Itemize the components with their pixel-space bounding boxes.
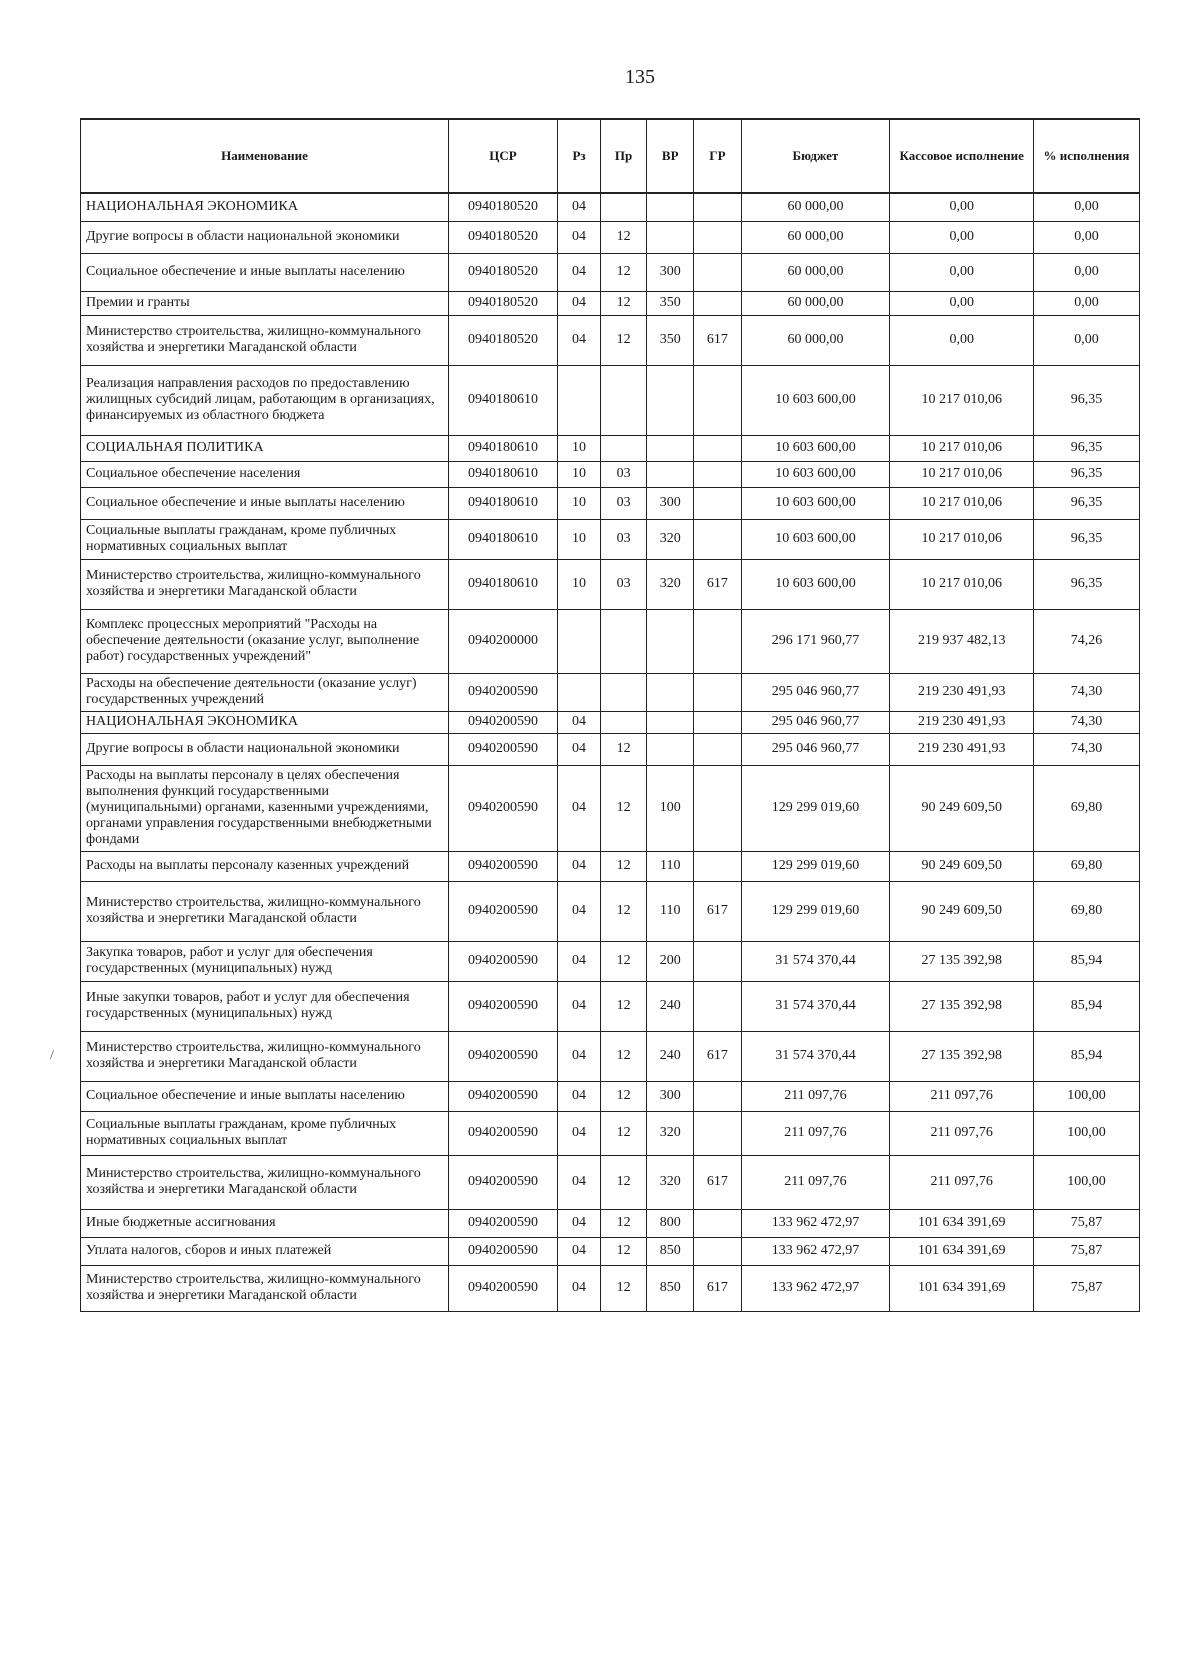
row-pr-cell <box>601 609 647 673</box>
row-execution-percent-cell: 85,94 <box>1034 1031 1140 1081</box>
row-cash-execution-cell: 90 249 609,50 <box>890 881 1034 941</box>
row-vr-cell <box>647 365 694 435</box>
row-budget-cell: 10 603 600,00 <box>741 519 890 559</box>
header-execution-percent: % исполнения <box>1034 119 1140 193</box>
row-name-cell: НАЦИОНАЛЬНАЯ ЭКОНОМИКА <box>81 711 449 733</box>
header-name: Наименование <box>81 119 449 193</box>
row-csr-cell: 0940200590 <box>449 1031 558 1081</box>
row-gr-cell: 617 <box>694 881 741 941</box>
row-rz-cell: 04 <box>558 1031 601 1081</box>
row-rz-cell: 04 <box>558 733 601 765</box>
row-pr-cell: 12 <box>601 941 647 981</box>
row-vr-cell: 300 <box>647 253 694 291</box>
row-rz-cell <box>558 673 601 711</box>
row-csr-cell: 0940180520 <box>449 193 558 221</box>
row-pr-cell: 12 <box>601 881 647 941</box>
row-execution-percent-cell: 69,80 <box>1034 881 1140 941</box>
row-csr-cell: 0940180610 <box>449 435 558 461</box>
table-row <box>81 435 1140 461</box>
row-rz-cell: 04 <box>558 765 601 851</box>
row-gr-cell <box>694 1209 741 1237</box>
row-name-cell: Комплекс процессных мероприятий "Расходы на обеспечение деятельности (оказание услуг, выполнение работ) государственных учреждений" <box>81 609 449 673</box>
row-csr-cell: 0940200590 <box>449 941 558 981</box>
row-rz-cell: 04 <box>558 1237 601 1265</box>
row-vr-cell: 850 <box>647 1237 694 1265</box>
row-execution-percent-cell: 74,30 <box>1034 711 1140 733</box>
row-pr-cell: 12 <box>601 1209 647 1237</box>
row-name-cell: Расходы на выплаты персоналу казенных учреждений <box>81 851 449 881</box>
row-vr-cell <box>647 193 694 221</box>
row-pr-cell: 12 <box>601 1155 647 1209</box>
row-execution-percent-cell: 96,35 <box>1034 559 1140 609</box>
table-row <box>81 365 1140 435</box>
table-row <box>81 711 1140 733</box>
row-vr-cell <box>647 733 694 765</box>
row-budget-cell: 211 097,76 <box>741 1081 890 1111</box>
row-rz-cell: 10 <box>558 559 601 609</box>
row-vr-cell: 110 <box>647 881 694 941</box>
table-row <box>81 941 1140 981</box>
row-vr-cell: 200 <box>647 941 694 981</box>
row-cash-execution-cell: 219 230 491,93 <box>890 733 1034 765</box>
row-cash-execution-cell: 211 097,76 <box>890 1111 1034 1155</box>
row-execution-percent-cell: 75,87 <box>1034 1265 1140 1311</box>
table-row <box>81 1031 1140 1081</box>
row-gr-cell <box>694 711 741 733</box>
scan-mark: / <box>50 1048 54 1063</box>
row-budget-cell: 10 603 600,00 <box>741 461 890 487</box>
row-csr-cell: 0940200590 <box>449 881 558 941</box>
row-execution-percent-cell: 96,35 <box>1034 365 1140 435</box>
header-vr: ВР <box>647 119 694 193</box>
row-gr-cell <box>694 193 741 221</box>
row-vr-cell: 320 <box>647 559 694 609</box>
row-execution-percent-cell: 75,87 <box>1034 1209 1140 1237</box>
row-pr-cell: 12 <box>601 1237 647 1265</box>
row-vr-cell: 800 <box>647 1209 694 1237</box>
row-csr-cell: 0940200590 <box>449 673 558 711</box>
row-execution-percent-cell: 0,00 <box>1034 193 1140 221</box>
row-budget-cell: 133 962 472,97 <box>741 1265 890 1311</box>
row-name-cell: Министерство строительства, жилищно-коммунального хозяйства и энергетики Магаданской области <box>81 315 449 365</box>
row-vr-cell <box>647 461 694 487</box>
row-cash-execution-cell: 0,00 <box>890 193 1034 221</box>
table-row <box>81 733 1140 765</box>
row-name-cell: Министерство строительства, жилищно-коммунального хозяйства и энергетики Магаданской области <box>81 1265 449 1311</box>
row-cash-execution-cell: 219 230 491,93 <box>890 711 1034 733</box>
row-budget-cell: 10 603 600,00 <box>741 559 890 609</box>
row-budget-cell: 129 299 019,60 <box>741 851 890 881</box>
row-cash-execution-cell: 90 249 609,50 <box>890 851 1034 881</box>
row-gr-cell <box>694 851 741 881</box>
row-vr-cell: 350 <box>647 291 694 315</box>
row-gr-cell <box>694 609 741 673</box>
row-budget-cell: 60 000,00 <box>741 315 890 365</box>
row-cash-execution-cell: 27 135 392,98 <box>890 981 1034 1031</box>
row-budget-cell: 295 046 960,77 <box>741 733 890 765</box>
row-gr-cell <box>694 1081 741 1111</box>
row-execution-percent-cell: 0,00 <box>1034 221 1140 253</box>
row-csr-cell: 0940180520 <box>449 253 558 291</box>
row-gr-cell <box>694 733 741 765</box>
row-budget-cell: 10 603 600,00 <box>741 365 890 435</box>
row-gr-cell <box>694 461 741 487</box>
row-rz-cell: 04 <box>558 1265 601 1311</box>
table-row <box>81 673 1140 711</box>
row-execution-percent-cell: 75,87 <box>1034 1237 1140 1265</box>
row-execution-percent-cell: 100,00 <box>1034 1081 1140 1111</box>
row-rz-cell: 04 <box>558 851 601 881</box>
row-name-cell: СОЦИАЛЬНАЯ ПОЛИТИКА <box>81 435 449 461</box>
row-budget-cell: 60 000,00 <box>741 253 890 291</box>
row-budget-cell: 31 574 370,44 <box>741 941 890 981</box>
row-vr-cell <box>647 609 694 673</box>
row-pr-cell <box>601 673 647 711</box>
row-gr-cell <box>694 487 741 519</box>
row-vr-cell: 300 <box>647 1081 694 1111</box>
row-gr-cell <box>694 981 741 1031</box>
row-gr-cell <box>694 365 741 435</box>
row-cash-execution-cell: 0,00 <box>890 291 1034 315</box>
table-row <box>81 291 1140 315</box>
row-pr-cell: 03 <box>601 487 647 519</box>
row-execution-percent-cell: 69,80 <box>1034 851 1140 881</box>
row-vr-cell <box>647 711 694 733</box>
row-csr-cell: 0940200590 <box>449 1155 558 1209</box>
row-rz-cell: 04 <box>558 1155 601 1209</box>
row-vr-cell: 300 <box>647 487 694 519</box>
row-name-cell: Социальное обеспечение и иные выплаты населению <box>81 1081 449 1111</box>
table-row <box>81 765 1140 851</box>
row-budget-cell: 60 000,00 <box>741 193 890 221</box>
row-csr-cell: 0940200590 <box>449 1081 558 1111</box>
row-gr-cell <box>694 673 741 711</box>
row-rz-cell: 10 <box>558 435 601 461</box>
row-cash-execution-cell: 27 135 392,98 <box>890 1031 1034 1081</box>
row-vr-cell: 850 <box>647 1265 694 1311</box>
table-row <box>81 1209 1140 1237</box>
row-gr-cell: 617 <box>694 1155 741 1209</box>
row-cash-execution-cell: 101 634 391,69 <box>890 1209 1034 1237</box>
page-number: 135 <box>625 66 655 88</box>
row-rz-cell <box>558 365 601 435</box>
row-name-cell: Закупка товаров, работ и услуг для обеспечения государственных (муниципальных) нужд <box>81 941 449 981</box>
table-row <box>81 851 1140 881</box>
row-execution-percent-cell: 69,80 <box>1034 765 1140 851</box>
row-budget-cell: 60 000,00 <box>741 221 890 253</box>
row-pr-cell: 12 <box>601 253 647 291</box>
row-gr-cell <box>694 435 741 461</box>
header-cash-execution: Кассовое исполнение <box>890 119 1034 193</box>
row-csr-cell: 0940180520 <box>449 291 558 315</box>
table-row <box>81 315 1140 365</box>
row-pr-cell: 12 <box>601 981 647 1031</box>
row-cash-execution-cell: 10 217 010,06 <box>890 559 1034 609</box>
row-execution-percent-cell: 96,35 <box>1034 487 1140 519</box>
row-execution-percent-cell: 85,94 <box>1034 941 1140 981</box>
row-rz-cell: 04 <box>558 193 601 221</box>
row-execution-percent-cell: 74,30 <box>1034 733 1140 765</box>
row-name-cell: Министерство строительства, жилищно-коммунального хозяйства и энергетики Магаданской области <box>81 559 449 609</box>
row-name-cell: Министерство строительства, жилищно-коммунального хозяйства и энергетики Магаданской области <box>81 1031 449 1081</box>
row-name-cell: Расходы на обеспечение деятельности (оказание услуг) государственных учреждений <box>81 673 449 711</box>
header-csr: ЦСР <box>449 119 558 193</box>
row-budget-cell: 295 046 960,77 <box>741 673 890 711</box>
row-csr-cell: 0940200590 <box>449 733 558 765</box>
row-csr-cell: 0940200590 <box>449 981 558 1031</box>
row-budget-cell: 129 299 019,60 <box>741 881 890 941</box>
row-pr-cell: 03 <box>601 519 647 559</box>
table-row <box>81 609 1140 673</box>
header-rz: Рз <box>558 119 601 193</box>
row-gr-cell: 617 <box>694 1031 741 1081</box>
row-execution-percent-cell: 96,35 <box>1034 435 1140 461</box>
header-gr: ГР <box>694 119 741 193</box>
row-gr-cell: 617 <box>694 559 741 609</box>
row-cash-execution-cell: 0,00 <box>890 253 1034 291</box>
row-rz-cell: 04 <box>558 1111 601 1155</box>
row-rz-cell: 04 <box>558 1081 601 1111</box>
row-rz-cell: 04 <box>558 315 601 365</box>
row-csr-cell: 0940200000 <box>449 609 558 673</box>
budget-execution-table <box>80 118 1140 1312</box>
table-row <box>81 1155 1140 1209</box>
table-row <box>81 193 1140 221</box>
row-budget-cell: 10 603 600,00 <box>741 435 890 461</box>
row-budget-cell: 10 603 600,00 <box>741 487 890 519</box>
row-csr-cell: 0940180610 <box>449 461 558 487</box>
row-name-cell: Социальное обеспечение и иные выплаты населению <box>81 253 449 291</box>
table-row <box>81 881 1140 941</box>
row-execution-percent-cell: 100,00 <box>1034 1111 1140 1155</box>
row-name-cell: Уплата налогов, сборов и иных платежей <box>81 1237 449 1265</box>
row-rz-cell: 04 <box>558 253 601 291</box>
row-vr-cell: 320 <box>647 1155 694 1209</box>
row-pr-cell <box>601 365 647 435</box>
row-vr-cell: 320 <box>647 1111 694 1155</box>
row-budget-cell: 31 574 370,44 <box>741 981 890 1031</box>
row-cash-execution-cell: 101 634 391,69 <box>890 1237 1034 1265</box>
row-pr-cell: 12 <box>601 1111 647 1155</box>
row-rz-cell: 10 <box>558 461 601 487</box>
row-cash-execution-cell: 10 217 010,06 <box>890 461 1034 487</box>
row-vr-cell <box>647 673 694 711</box>
row-csr-cell: 0940180520 <box>449 221 558 253</box>
row-vr-cell: 320 <box>647 519 694 559</box>
row-csr-cell: 0940180610 <box>449 519 558 559</box>
row-gr-cell <box>694 291 741 315</box>
row-csr-cell: 0940200590 <box>449 711 558 733</box>
row-name-cell: Премии и гранты <box>81 291 449 315</box>
row-cash-execution-cell: 101 634 391,69 <box>890 1265 1034 1311</box>
row-budget-cell: 295 046 960,77 <box>741 711 890 733</box>
table-row <box>81 487 1140 519</box>
row-cash-execution-cell: 0,00 <box>890 221 1034 253</box>
row-cash-execution-cell: 27 135 392,98 <box>890 941 1034 981</box>
row-rz-cell: 10 <box>558 519 601 559</box>
row-gr-cell: 617 <box>694 315 741 365</box>
table-body <box>81 193 1140 1311</box>
row-csr-cell: 0940180610 <box>449 487 558 519</box>
row-pr-cell: 12 <box>601 1081 647 1111</box>
row-execution-percent-cell: 85,94 <box>1034 981 1140 1031</box>
row-vr-cell: 240 <box>647 1031 694 1081</box>
row-name-cell: Иные закупки товаров, работ и услуг для обеспечения государственных (муниципальных) нужд <box>81 981 449 1031</box>
row-csr-cell: 0940200590 <box>449 851 558 881</box>
row-gr-cell <box>694 519 741 559</box>
row-name-cell: Другие вопросы в области национальной экономики <box>81 221 449 253</box>
table-row <box>81 1265 1140 1311</box>
row-cash-execution-cell: 0,00 <box>890 315 1034 365</box>
table-header-row <box>81 119 1140 193</box>
row-pr-cell: 03 <box>601 461 647 487</box>
row-cash-execution-cell: 10 217 010,06 <box>890 519 1034 559</box>
row-cash-execution-cell: 211 097,76 <box>890 1081 1034 1111</box>
table-row <box>81 253 1140 291</box>
row-pr-cell <box>601 711 647 733</box>
table-row <box>81 1081 1140 1111</box>
row-name-cell: Реализация направления расходов по предоставлению жилищных субсидий лицам, работающим в организациях, финансируемых из областного бюджета <box>81 365 449 435</box>
row-pr-cell: 12 <box>601 291 647 315</box>
row-pr-cell: 12 <box>601 221 647 253</box>
row-name-cell: Социальное обеспечение населения <box>81 461 449 487</box>
row-vr-cell: 110 <box>647 851 694 881</box>
row-vr-cell: 240 <box>647 981 694 1031</box>
row-cash-execution-cell: 90 249 609,50 <box>890 765 1034 851</box>
row-rz-cell: 04 <box>558 221 601 253</box>
row-name-cell: НАЦИОНАЛЬНАЯ ЭКОНОМИКА <box>81 193 449 221</box>
row-name-cell: Расходы на выплаты персоналу в целях обеспечения выполнения функций государственными (муниципальными) органами, казенными учреждениями, органами управления государственными внебюджетными фондами <box>81 765 449 851</box>
row-rz-cell: 10 <box>558 487 601 519</box>
row-csr-cell: 0940200590 <box>449 1209 558 1237</box>
row-vr-cell <box>647 435 694 461</box>
row-pr-cell <box>601 193 647 221</box>
row-cash-execution-cell: 219 230 491,93 <box>890 673 1034 711</box>
row-csr-cell: 0940180520 <box>449 315 558 365</box>
row-execution-percent-cell: 96,35 <box>1034 519 1140 559</box>
row-rz-cell: 04 <box>558 291 601 315</box>
row-csr-cell: 0940200590 <box>449 765 558 851</box>
row-execution-percent-cell: 0,00 <box>1034 253 1140 291</box>
table-row <box>81 559 1140 609</box>
row-name-cell: Министерство строительства, жилищно-коммунального хозяйства и энергетики Магаданской области <box>81 1155 449 1209</box>
table-row <box>81 519 1140 559</box>
row-execution-percent-cell: 100,00 <box>1034 1155 1140 1209</box>
row-gr-cell: 617 <box>694 1265 741 1311</box>
row-gr-cell <box>694 221 741 253</box>
row-cash-execution-cell: 10 217 010,06 <box>890 435 1034 461</box>
row-rz-cell: 04 <box>558 711 601 733</box>
row-execution-percent-cell: 0,00 <box>1034 315 1140 365</box>
row-vr-cell <box>647 221 694 253</box>
row-cash-execution-cell: 211 097,76 <box>890 1155 1034 1209</box>
row-execution-percent-cell: 74,26 <box>1034 609 1140 673</box>
row-budget-cell: 211 097,76 <box>741 1155 890 1209</box>
row-pr-cell: 12 <box>601 765 647 851</box>
row-pr-cell: 12 <box>601 1265 647 1311</box>
table-row <box>81 981 1140 1031</box>
row-pr-cell <box>601 435 647 461</box>
row-execution-percent-cell: 74,30 <box>1034 673 1140 711</box>
table-row <box>81 221 1140 253</box>
row-gr-cell <box>694 765 741 851</box>
table-row <box>81 1111 1140 1155</box>
row-vr-cell: 100 <box>647 765 694 851</box>
row-pr-cell: 12 <box>601 851 647 881</box>
row-cash-execution-cell: 10 217 010,06 <box>890 487 1034 519</box>
row-csr-cell: 0940180610 <box>449 559 558 609</box>
row-vr-cell: 350 <box>647 315 694 365</box>
row-gr-cell <box>694 253 741 291</box>
row-pr-cell: 03 <box>601 559 647 609</box>
row-name-cell: Иные бюджетные ассигнования <box>81 1209 449 1237</box>
row-csr-cell: 0940180610 <box>449 365 558 435</box>
row-rz-cell: 04 <box>558 981 601 1031</box>
row-rz-cell: 04 <box>558 881 601 941</box>
row-name-cell: Социальное обеспечение и иные выплаты населению <box>81 487 449 519</box>
row-gr-cell <box>694 941 741 981</box>
row-pr-cell: 12 <box>601 315 647 365</box>
row-budget-cell: 133 962 472,97 <box>741 1237 890 1265</box>
row-budget-cell: 211 097,76 <box>741 1111 890 1155</box>
row-rz-cell: 04 <box>558 941 601 981</box>
row-budget-cell: 31 574 370,44 <box>741 1031 890 1081</box>
header-budget: Бюджет <box>741 119 890 193</box>
row-budget-cell: 133 962 472,97 <box>741 1209 890 1237</box>
row-csr-cell: 0940200590 <box>449 1265 558 1311</box>
row-csr-cell: 0940200590 <box>449 1111 558 1155</box>
row-name-cell: Другие вопросы в области национальной экономики <box>81 733 449 765</box>
row-gr-cell <box>694 1237 741 1265</box>
row-cash-execution-cell: 10 217 010,06 <box>890 365 1034 435</box>
row-name-cell: Министерство строительства, жилищно-коммунального хозяйства и энергетики Магаданской области <box>81 881 449 941</box>
row-rz-cell <box>558 609 601 673</box>
row-pr-cell: 12 <box>601 733 647 765</box>
row-csr-cell: 0940200590 <box>449 1237 558 1265</box>
row-execution-percent-cell: 96,35 <box>1034 461 1140 487</box>
table-row <box>81 461 1140 487</box>
row-budget-cell: 60 000,00 <box>741 291 890 315</box>
row-name-cell: Социальные выплаты гражданам, кроме публичных нормативных социальных выплат <box>81 519 449 559</box>
row-cash-execution-cell: 219 937 482,13 <box>890 609 1034 673</box>
row-gr-cell <box>694 1111 741 1155</box>
row-pr-cell: 12 <box>601 1031 647 1081</box>
row-execution-percent-cell: 0,00 <box>1034 291 1140 315</box>
row-budget-cell: 296 171 960,77 <box>741 609 890 673</box>
row-budget-cell: 129 299 019,60 <box>741 765 890 851</box>
table-row <box>81 1237 1140 1265</box>
header-pr: Пр <box>601 119 647 193</box>
row-rz-cell: 04 <box>558 1209 601 1237</box>
row-name-cell: Социальные выплаты гражданам, кроме публичных нормативных социальных выплат <box>81 1111 449 1155</box>
